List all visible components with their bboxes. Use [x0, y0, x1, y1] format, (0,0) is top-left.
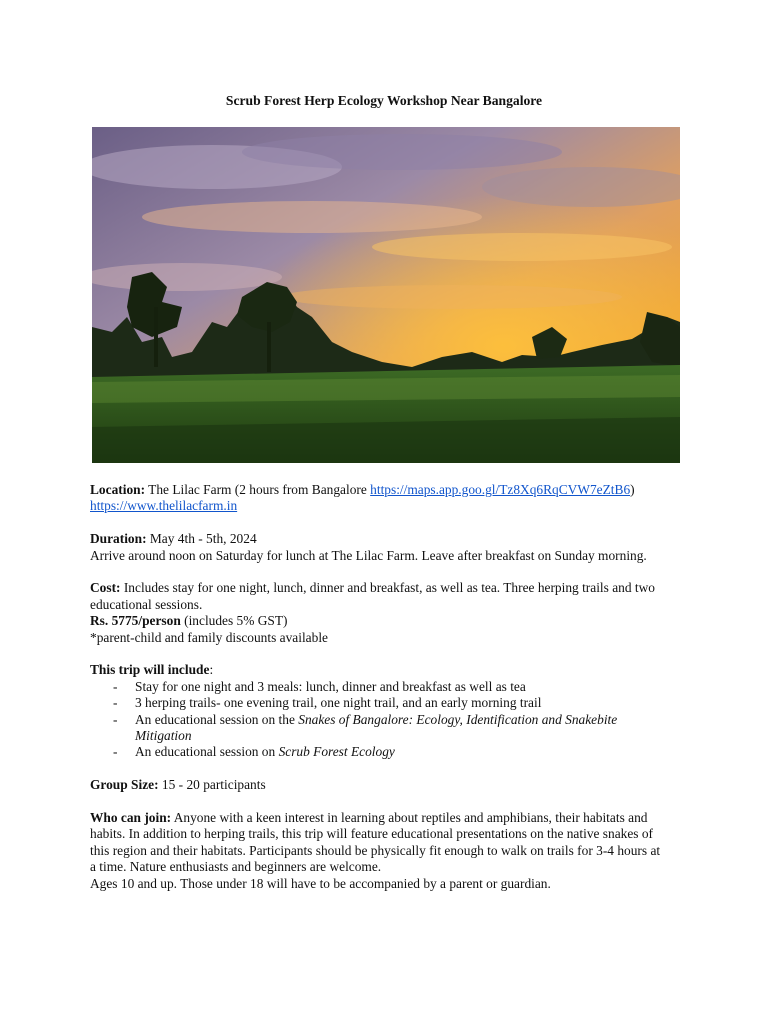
group-size-line [90, 777, 690, 793]
group-size-text: 15 - 20 participants [158, 777, 266, 793]
who-text-4: a time. Nature enthusiasts and beginners are welcome. [90, 859, 382, 875]
ages-note: Ages 10 and up. Those under 18 will have to be accompanied by a parent or guardian. [90, 875, 551, 891]
cost-label: Cost: [90, 580, 121, 596]
location-line [90, 482, 690, 498]
list-item-italic: Scrub Forest Ecology [278, 744, 395, 760]
duration-label: Duration: [90, 531, 147, 547]
who-text-2: habits. In addition to herping trails, this trip will feature educational presentations on the native snakes of [90, 826, 654, 842]
price-note: (includes 5% GST) [180, 613, 288, 629]
sunset-landscape-image [92, 127, 680, 463]
sunset-photo [92, 127, 680, 463]
list-dash: - [113, 678, 118, 694]
duration-line [90, 531, 690, 547]
document-title: Scrub Forest Herp Ecology Workshop Near Bangalore [225, 93, 543, 108]
list-dash: - [113, 711, 118, 727]
list-item [90, 712, 690, 745]
includes-heading [90, 662, 690, 678]
list-item-text: An educational session on the [135, 711, 299, 727]
duration-detail: Arrive around noon on Saturday for lunch at The Lilac Farm. Leave after breakfast on Sunday morning. [90, 547, 647, 563]
includes-colon: : [209, 662, 214, 678]
list-item-italic-continued: Mitigation [135, 728, 192, 744]
cost-text-1: Includes stay for one night, lunch, dinner and breakfast, as well as tea. Three herping trails and two [120, 580, 655, 596]
cost-text-2: educational sessions. [90, 596, 203, 612]
map-link[interactable]: https://maps.app.goo.gl/Tz8Xq6RqCVW7eZtB6 [370, 482, 631, 497]
location-text: The Lilac Farm (2 hours from Bangalore [145, 482, 371, 497]
price-line [90, 613, 690, 629]
includes-list [90, 679, 690, 761]
group-size-label: Group Size: [90, 777, 159, 793]
discount-note: *parent-child and family discounts available [90, 629, 328, 645]
list-item-text: 3 herping trails- one evening trail, one night trail, and an early morning trail [135, 695, 542, 711]
who-line-1 [90, 810, 690, 826]
location-label: Location: [90, 482, 146, 497]
duration-dates: May 4th - 5th, 2024 [146, 531, 257, 547]
website-link[interactable]: https://www.thelilacfarm.in [90, 498, 238, 514]
includes-label: This trip will include [90, 662, 210, 678]
list-dash: - [113, 695, 118, 711]
who-label: Who can join: [90, 810, 172, 826]
list-item [90, 679, 690, 695]
list-dash: - [113, 744, 118, 760]
list-item-text: An educational session on [135, 744, 279, 760]
who-text-3: this region and their habitats. Participants should be physically fit enough to walk on trails for 3-4 hours at [90, 842, 661, 858]
document-body [90, 482, 690, 892]
who-text-1: Anyone with a keen interest in learning about reptiles and amphibians, their habitats and [171, 810, 648, 826]
list-item [90, 695, 690, 711]
list-item-text: Stay for one night and 3 meals: lunch, dinner and breakfast as well as tea [135, 678, 526, 694]
price: Rs. 5775/person [90, 613, 181, 629]
list-item-italic: Snakes of Bangalore: Ecology, Identification and Snakebite [298, 711, 618, 727]
list-item [90, 744, 690, 760]
cost-line [90, 580, 690, 596]
location-close-paren: ) [630, 482, 635, 497]
website-line [90, 498, 690, 514]
